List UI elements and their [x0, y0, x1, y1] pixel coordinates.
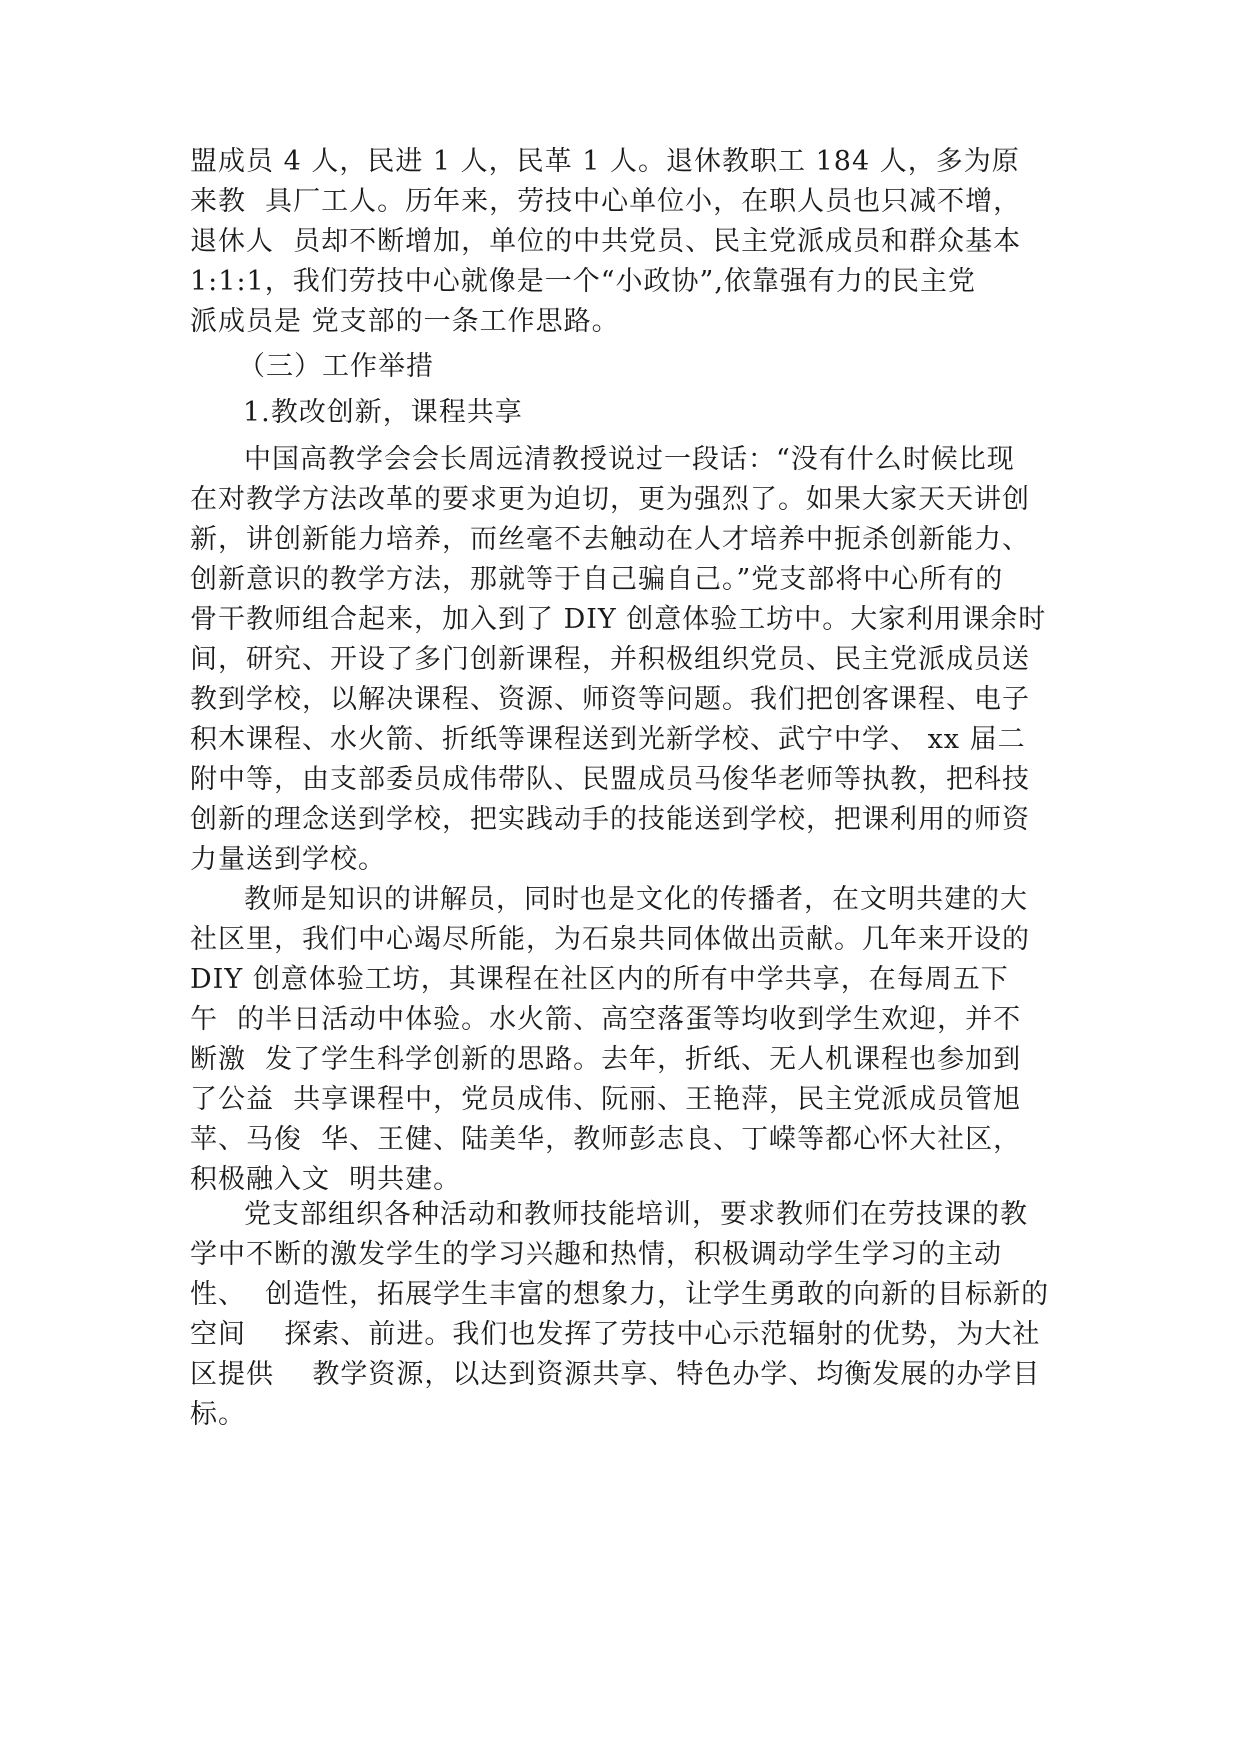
paragraph-teaching-reform — [190, 440, 1070, 880]
text-line: 骨干教师组合起来，加入到了 DIY 创意体验工坊中。大家利用课余时 — [190, 604, 1047, 635]
text-line: 教到学校，以解决课程、资源、师资等问题。我们把创客课程、电子 — [190, 684, 1030, 715]
text-line: 在对教学方法改革的要求更为迫切，更为强烈了。如果大家天天讲创 — [190, 484, 1030, 515]
text-line: 创新的理念送到学校，把实践动手的技能送到学校，把课利用的师资 — [190, 804, 1030, 835]
text-line: 断激 发了学生科学创新的思路。去年，折纸、无人机课程也参加到 — [190, 1044, 1022, 1075]
text-line: 性、 创造性，拓展学生丰富的想象力，让学生勇敢的向新的目标新的 — [190, 1279, 1050, 1310]
text-line: 中国高教学会会长周远清教授说过一段话：“没有什么时候比现 — [244, 444, 1015, 475]
text-line: 午 的半日活动中体验。水火箭、高空落蛋等均收到学生欢迎，并不 — [190, 1004, 1022, 1035]
text-line: 新，讲创新能力培养，而丝毫不去触动在人才培养中扼杀创新能力、 — [190, 524, 1030, 555]
text-line: 社区里，我们中心竭尽所能，为石泉共同体做出贡献。几年来开设的 — [190, 924, 1030, 955]
heading-teaching-reform: 1.教改创新，课程共享 — [243, 397, 523, 428]
text-line: 派成员是 党支部的一条工作思路。 — [190, 306, 620, 337]
text-line: 积木课程、水火箭、折纸等课程送到光新学校、武宁中学、 xx 届二 — [190, 724, 1026, 755]
text-line: 退休人 员却不断增加，单位的中共党员、民主党派成员和群众基本 — [190, 226, 1022, 257]
text-line: 创新意识的教学方法，那就等于自己骗自己。”党支部将中心所有的 — [190, 564, 1004, 595]
text-line: DIY 创意体验工坊，其课程在社区内的所有中学共享，在每周五下 — [190, 964, 1009, 995]
section-heading — [238, 347, 1118, 387]
paragraph-party-training — [190, 1195, 1070, 1435]
text-line: 了公益 共享课程中，党员成伟、阮丽、王艳萍，民主党派成员管旭 — [190, 1084, 1022, 1115]
text-line: 盟成员 4 人，民进 1 人，民革 1 人。退休教职工 184 人，多为原 — [190, 146, 1020, 177]
text-line: 1:1:1，我们劳技中心就像是一个“小政协”,依靠强有力的民主党 — [190, 266, 976, 297]
text-line: 来教 具厂工人。历年来，劳技中心单位小，在职人员也只减不增， — [190, 186, 1022, 217]
text-line: 标。 — [190, 1399, 246, 1430]
text-line: 空间 探索、前进。我们也发挥了劳技中心示范辐射的优势，为大社 — [190, 1319, 1041, 1350]
paragraph-membership — [190, 142, 1070, 342]
paragraph-teachers-community — [190, 880, 1070, 1200]
text-line: 间，研究、开设了多门创新课程，并积极组织党员、民主党派成员送 — [190, 644, 1030, 675]
text-line: 学中不断的激发学生的学习兴趣和热情，积极调动学生学习的主动 — [190, 1239, 1002, 1270]
text-line: 区提供 教学资源，以达到资源共享、特色办学、均衡发展的办学目 — [190, 1359, 1041, 1390]
text-line: 力量送到学校。 — [190, 844, 386, 875]
text-line: 苹、马俊 华、王健、陆美华，教师彭志良、丁嵘等都心怀大社区， — [190, 1124, 1022, 1155]
text-line: 党支部组织各种活动和教师技能培训，要求教师们在劳技课的教 — [244, 1199, 1028, 1230]
heading-work-measures: （三）工作举措 — [238, 351, 434, 382]
text-line: 教师是知识的讲解员，同时也是文化的传播者，在文明共建的大 — [244, 884, 1028, 915]
text-line: 附中等，由支部委员成伟带队、民盟成员马俊华老师等执教，把科技 — [190, 764, 1030, 795]
subsection-heading — [243, 393, 1123, 433]
text-line: 积极融入文 明共建。 — [190, 1164, 462, 1195]
